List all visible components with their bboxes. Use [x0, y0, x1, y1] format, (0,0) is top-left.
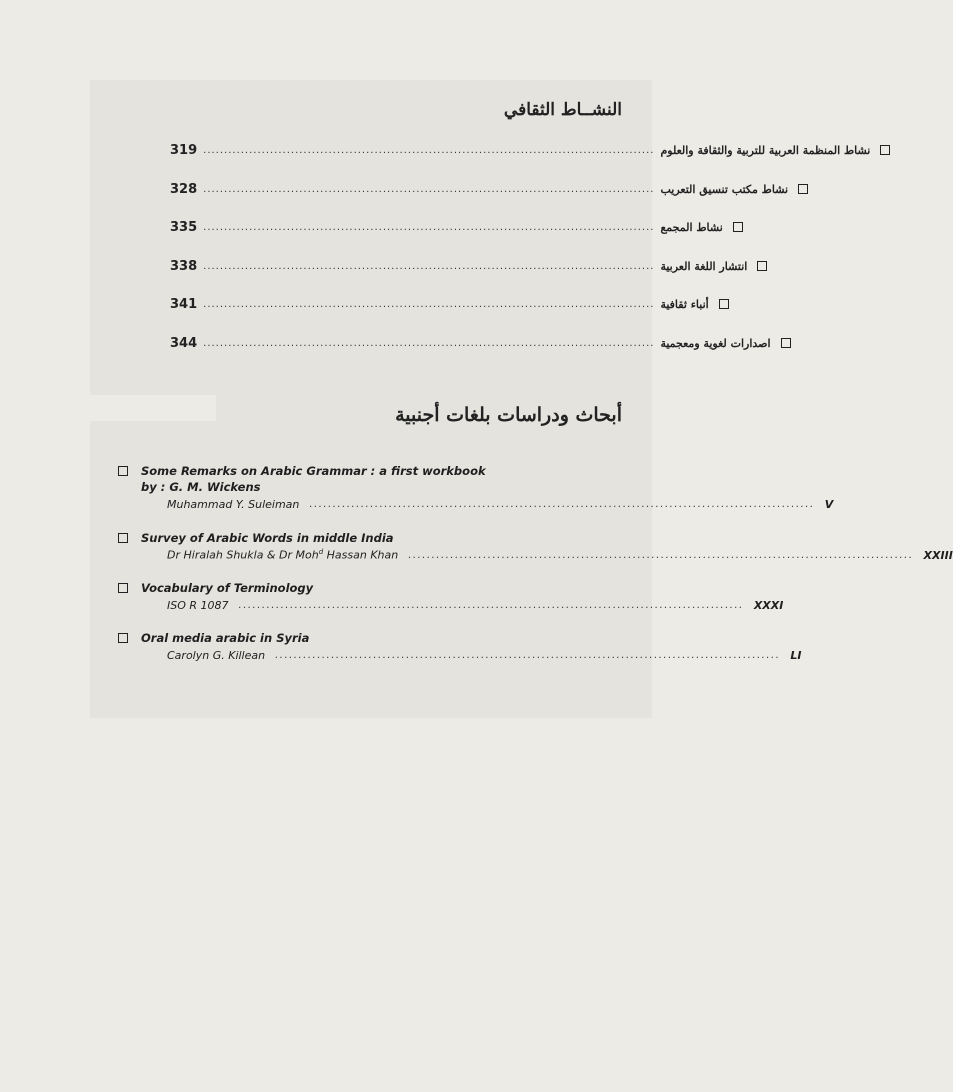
toc-entry[interactable] — [118, 463, 834, 513]
checkbox-icon — [118, 466, 128, 476]
toc-entry[interactable] — [170, 179, 789, 199]
checkbox-icon — [733, 222, 743, 232]
page-number: 344 — [170, 335, 198, 351]
checkbox-icon — [781, 338, 791, 348]
leader-dots: ............................................................................................................ — [203, 298, 655, 310]
leader-dots: ............................................................................................................ — [238, 599, 744, 611]
entry-title: نشاط مكتب تنسيق التعريب — [660, 182, 789, 196]
page-number: 319 — [170, 142, 198, 158]
entry-author: Dr Hiralah Shukla & Dr Moh$^d$ Hassan Khan — [167, 548, 399, 562]
entry-title: انتشار اللغة العربية — [660, 259, 748, 273]
leader-dots: ............................................................................................................ — [203, 221, 655, 233]
page-number: V — [824, 497, 834, 511]
page-number: 338 — [170, 258, 198, 274]
page-number: 328 — [170, 181, 198, 197]
toc-entry[interactable] — [170, 294, 709, 314]
page-number: 335 — [170, 219, 198, 235]
page-number: 341 — [170, 296, 198, 312]
entry-author: Carolyn G. Killean — [167, 648, 266, 662]
entry-title: نشاط المنظمة العربية للتربية والثقافة والعلوم — [660, 143, 871, 157]
leader-dots: ............................................................................................................ — [275, 649, 781, 661]
entry-title: Survey of Arabic Words in middle India — [141, 531, 394, 545]
checkbox-icon — [118, 533, 128, 543]
toc-entry[interactable] — [170, 217, 723, 237]
entry-title: Vocabulary of Terminology — [141, 581, 314, 595]
arabic-section-title: النشــاط الثقافي — [503, 100, 622, 120]
leader-dots: ............................................................................................................ — [203, 260, 655, 272]
leader-dots: ............................................................................................................ — [203, 337, 655, 349]
toc-entry[interactable] — [118, 580, 784, 614]
entry-author: Muhammad Y. Suleiman — [167, 497, 300, 511]
leader-dots: ............................................................................................................ — [203, 144, 655, 156]
page-number: XXXI — [753, 598, 784, 612]
page-number: XXIII — [923, 548, 953, 562]
entry-title: اصدارات لغوية ومعجمية — [660, 336, 771, 350]
entry-title: أنباء ثقافية — [660, 297, 709, 311]
entry-author: ISO R 1087 — [167, 598, 229, 612]
toc-entry[interactable] — [170, 140, 871, 160]
leader-dots: ............................................................................................................ — [203, 183, 655, 195]
toc-entry[interactable] — [118, 530, 953, 564]
leader-dots: ............................................................................................................ — [309, 498, 815, 510]
entry-title: Oral media arabic in Syria — [141, 631, 310, 645]
entry-title: نشاط المجمع — [660, 220, 723, 234]
toc-entry[interactable] — [170, 256, 748, 276]
checkbox-icon — [118, 583, 128, 593]
checkbox-icon — [118, 633, 128, 643]
checkbox-icon — [880, 145, 890, 155]
toc-entry[interactable] — [118, 630, 802, 664]
leader-dots: ............................................................................................................ — [408, 549, 914, 561]
checkbox-icon — [798, 184, 808, 194]
page-number: LI — [790, 648, 802, 662]
checkbox-icon — [719, 299, 729, 309]
entry-title: Some Remarks on Arabic Grammar : a first workbook — [141, 464, 486, 478]
toc-entry[interactable] — [170, 333, 771, 353]
scan-blank-patch — [90, 395, 216, 421]
foreign-section-title: أبحاث ودراسات بلغات أجنبية — [395, 404, 622, 426]
checkbox-icon — [757, 261, 767, 271]
entry-subtitle: by : G. M. Wickens — [141, 480, 261, 494]
